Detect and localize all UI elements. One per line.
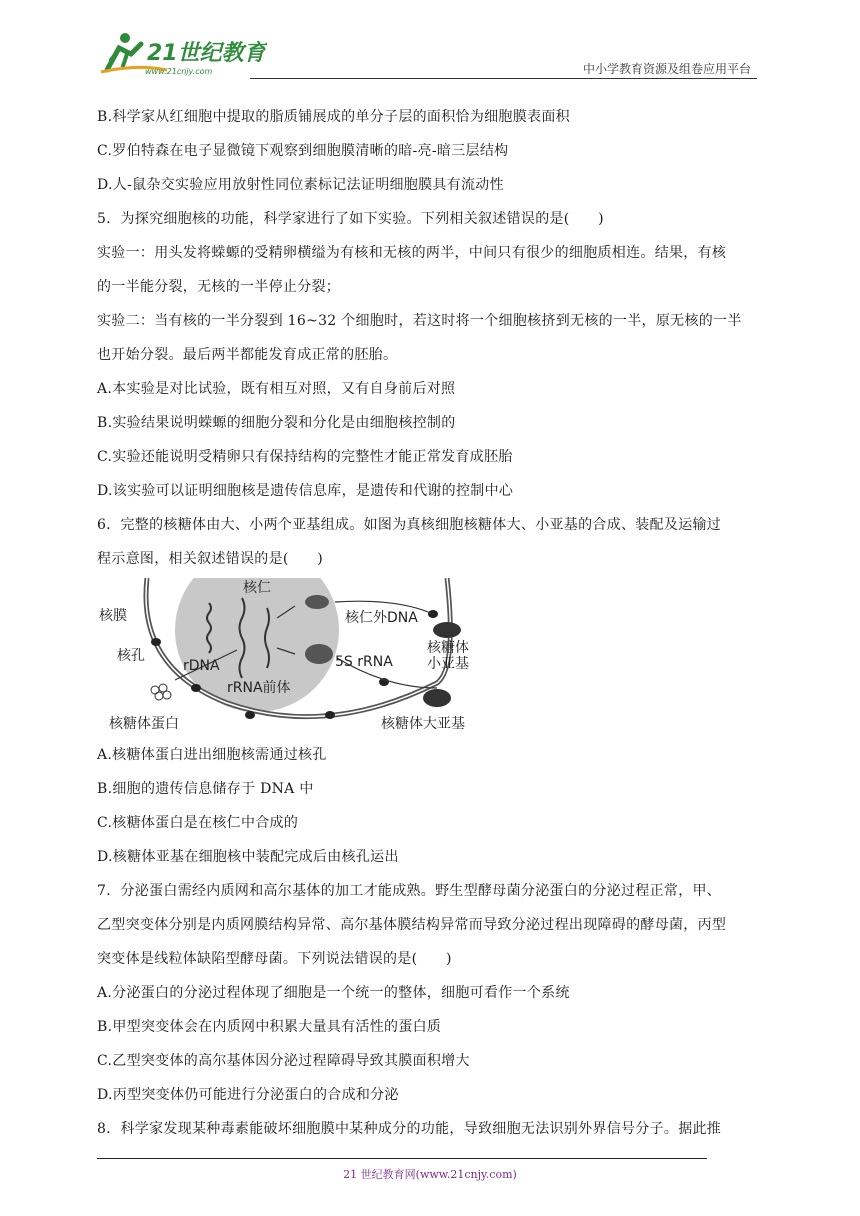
option-b: B.实验结果说明蝾螈的细胞分裂和分化是由细胞核控制的: [97, 415, 456, 431]
question-6-stem: 6．完整的核糖体由大、小两个亚基组成。如图为真核细胞核糖体大、小亚基的合成、装配及运输过: [97, 517, 722, 533]
option-c: C.乙型突变体的高尔基体因分泌过程障碍导致其膜面积增大: [97, 1053, 470, 1069]
option-d: D.核糖体亚基在细胞核中装配完成后由核孔运出: [97, 849, 399, 865]
logo-text: 21世纪教育: [147, 41, 266, 66]
option-a: A.核糖体蛋白进出细胞核需通过核孔: [97, 747, 327, 763]
footer-rule: [97, 1158, 707, 1159]
large-subunit-in-nucleus: [305, 644, 333, 664]
label-extranucleolar-dna: 核仁外DNA: [345, 610, 418, 626]
label-ribosome-small-subunit: 核糖体: [427, 640, 469, 656]
text-line: D.人-鼠杂交实验应用放射性同位素标记法证明细胞膜具有流动性: [97, 177, 504, 193]
label-ribosomal-protein: 核糖体蛋白: [109, 716, 179, 732]
option-b: B.甲型突变体会在内质网中积累大量具有活性的蛋白质: [97, 1019, 442, 1035]
text-line: 实验一：用头发将蝾螈的受精卵横缢为有核和无核的两半，中间只有很少的细胞质相连。结果，有核: [97, 245, 727, 261]
option-d: D.该实验可以证明细胞核是遗传信息库，是遗传和代谢的控制中心: [97, 483, 514, 499]
page-header: [97, 30, 757, 80]
footer: 21 世纪教育网(www.21cnjy.com): [343, 1168, 517, 1181]
nuclear-pore: [151, 638, 161, 646]
label-nucleolus: 核仁: [243, 580, 271, 596]
text-line: 乙型突变体分别是内质网膜结构异常、高尔基体膜结构异常而导致分泌过程出现障碍的酵母菌，丙型: [97, 917, 727, 933]
option-d: D.丙型突变体仍可能进行分泌蛋白的合成和分泌: [97, 1087, 399, 1103]
header-rule: [250, 78, 757, 79]
nuclear-pore: [191, 684, 201, 692]
text-line: 程示意图，相关叙述错误的是( ): [97, 551, 324, 567]
logo: [97, 30, 267, 78]
text-line: B.科学家从红细胞中提取的脂质铺展成的单分子层的面积恰为细胞膜表面积: [97, 109, 570, 125]
option-a: A.分泌蛋白的分泌过程体现了细胞是一个统一的整体，细胞可看作一个系统: [97, 985, 570, 1001]
site-name: 中小学教育资源及组卷应用平台: [582, 62, 751, 76]
option-c: C.实验还能说明受精卵只有保持结构的完整性才能正常发育成胚胎: [97, 449, 513, 465]
label-5s-rrna: 5S rRNA: [335, 654, 393, 670]
logo-url: www.21cnjy.com: [145, 67, 213, 76]
label-nuclear-pore: 核孔: [117, 648, 145, 664]
ribosome-diagram: [97, 578, 497, 738]
text-line: 也开始分裂。最后两半都能发育成正常的胚胎。: [97, 347, 398, 363]
option-b: B.细胞的遗传信息储存于 DNA 中: [97, 781, 314, 797]
option-c: C.核糖体蛋白是在核仁中合成的: [97, 815, 299, 831]
question-8-stem: 8．科学家发现某种毒素能破坏细胞膜中某种成分的功能，导致细胞无法识别外界信号分子。据此推: [97, 1121, 722, 1137]
document-body: [97, 100, 764, 1146]
large-subunit-cytoplasm: [423, 689, 451, 707]
ribosome-diagram-svg: [97, 578, 497, 738]
small-subunit-cytoplasm: [433, 622, 461, 638]
label-nuclear-membrane: 核膜: [99, 608, 127, 624]
label-rrna-precursor: rRNA前体: [227, 680, 291, 696]
text-line: 突变体是线粒体缺陷型酵母菌。下列说法错误的是( ): [97, 951, 452, 967]
nuclear-pore: [245, 711, 255, 719]
ribosomal-protein-icon: [163, 691, 171, 699]
label-ribosome-large-subunit: 核糖体大亚基: [381, 716, 465, 732]
text-line: C.罗伯特森在电子显微镜下观察到细胞膜清晰的暗-亮-暗三层结构: [97, 143, 509, 159]
label-rdna: rDNA: [183, 658, 220, 674]
label-ribosome-small-subunit: 小亚基: [427, 656, 469, 672]
question-5-stem: 5．为探究细胞核的功能，科学家进行了如下实验。下列相关叙述错误的是( ): [97, 211, 604, 227]
small-subunit-in-nucleus: [305, 595, 329, 609]
option-a: A.本实验是对比试验，既有相互对照，又有自身前后对照: [97, 381, 456, 397]
nuclear-pore: [325, 711, 335, 719]
question-7-stem: 7．分泌蛋白需经内质网和高尔基体的加工才能成熟。野生型酵母菌分泌蛋白的分泌过程正常，甲、: [97, 883, 722, 899]
text-line: 实验二：当有核的一半分裂到 16~32 个细胞时，若这时将一个细胞核挤到无核的一半，原无核的一半: [97, 313, 742, 329]
text-line: 的一半能分裂，无核的一半停止分裂；: [97, 279, 341, 295]
